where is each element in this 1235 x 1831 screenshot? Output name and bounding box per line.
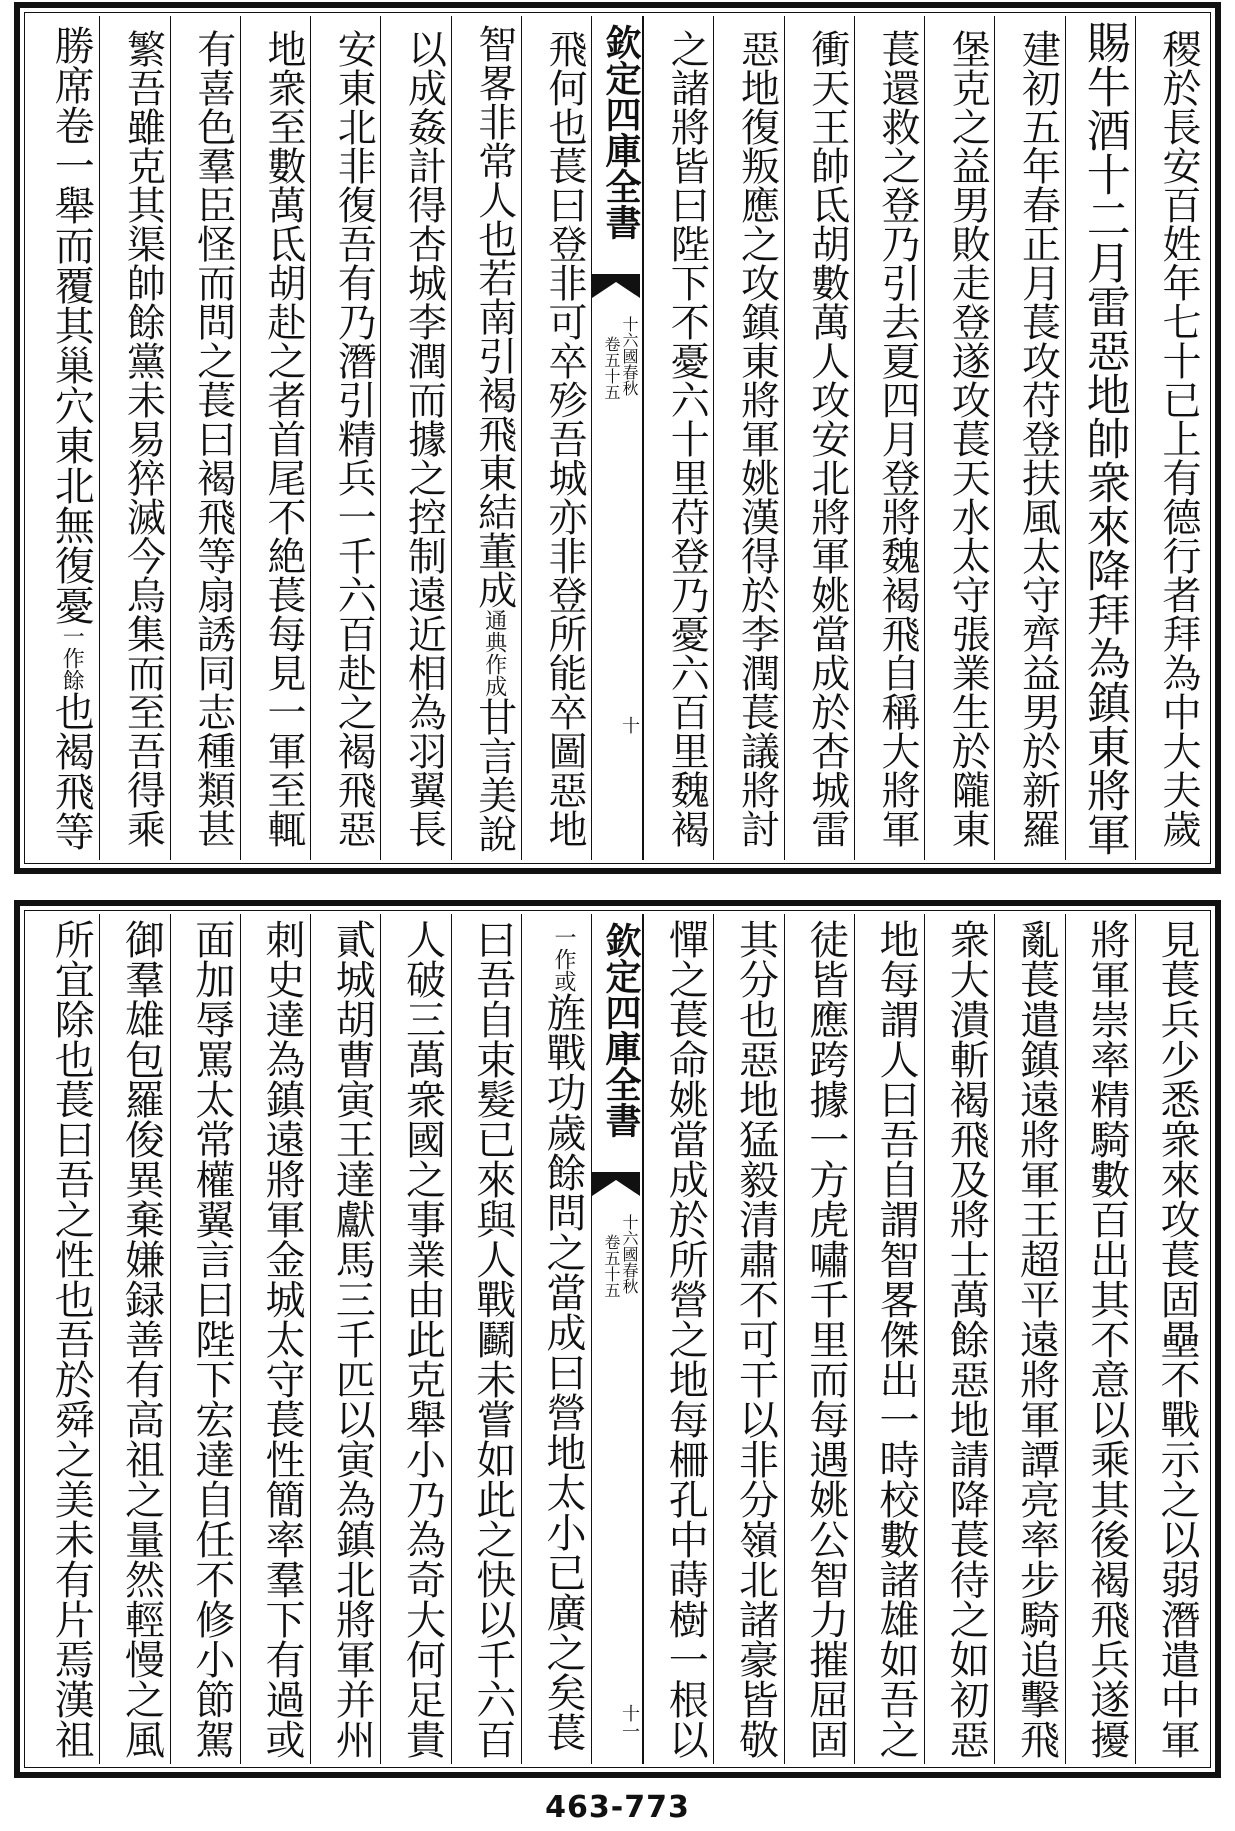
text-column — [521, 914, 591, 1764]
text-column — [170, 16, 240, 860]
text-column — [310, 16, 380, 860]
text-run: 旌戰功歲餘問之當成曰營地太小已廣之矣萇 — [540, 992, 586, 1752]
text-column — [1065, 16, 1135, 860]
column-text: 亂萇遣鎮遠將軍王超平遠將軍譚亮率步騎追擊飛 — [1013, 919, 1060, 1759]
fish-tail-ornament-icon — [592, 274, 642, 298]
column-text: 貳城胡曹寅王達獻馬三千匹以寅為鎮北將軍并州 — [329, 919, 376, 1759]
column-text: 堡克之益男敗走登遂攻萇天水太守張業生於隴東 — [945, 28, 991, 848]
column-text: 之諸將皆曰陛下不憂六十里苻登乃憂六百里魏褐 — [664, 28, 710, 848]
text-column — [713, 914, 783, 1764]
banxin-title: 欽定四庫全書 — [600, 922, 642, 1138]
text-column — [1065, 914, 1135, 1764]
column-text: 其分也惡地猛毅清肅不可干以非分嶺北諸豪皆敬 — [732, 919, 779, 1759]
text-column — [30, 16, 99, 860]
text-column — [784, 914, 854, 1764]
fish-tail-ornament-icon — [592, 1172, 642, 1196]
text-column — [240, 914, 310, 1764]
banxin-volume: 卷五十五 — [602, 1234, 621, 1298]
banxin-book-title: 十六國春秋 — [620, 316, 639, 396]
text-run: 勝席卷一舉而覆其巢穴東北無復憂 — [48, 25, 95, 625]
column-text: 稷於長安百姓年七十已上有德行者拜為中大夫歲 — [1156, 28, 1201, 848]
banxin-title: 欽定四庫全書 — [600, 24, 642, 240]
text-column — [784, 16, 854, 860]
text-column — [924, 914, 994, 1764]
text-column — [994, 914, 1064, 1764]
column-text: 衝天王帥氐胡數萬人攻安北將軍姚當成於杏城雷 — [804, 28, 850, 848]
column-text: 地衆至數萬氐胡赴之者首尾不絶萇每見一軍至輒 — [261, 28, 306, 848]
text-column — [380, 914, 450, 1764]
annotation-note: 一作餘 — [59, 625, 85, 691]
text-column — [643, 16, 713, 860]
banxin-folio-number: 十一 — [619, 1704, 640, 1740]
column-text: 衆大潰斬褐飛及將士萬餘惡地請降萇待之如初惡 — [943, 919, 990, 1759]
column-text: 以成姦計得杏城李潤而據之控制遠近相為羽翼長 — [401, 28, 447, 848]
text-column — [854, 16, 924, 860]
banxin-book-title: 十六國春秋 — [620, 1214, 639, 1294]
column-text: 賜牛酒十二月雷惡地帥衆來降拜為鎮東將軍 — [1078, 20, 1130, 856]
banxin-volume: 卷五十五 — [602, 336, 621, 400]
text-run: 智畧非常人也若南引褐飛東結董成 — [471, 23, 517, 609]
annotation-note: 通典作成 — [481, 608, 507, 697]
column-text: 人破三萬衆國之事業由此克舉小乃為奇大何足貴 — [399, 919, 446, 1759]
text-column — [99, 914, 169, 1764]
center-fold-banxin — [591, 914, 643, 1764]
column-text: 將軍崇率精騎數百出其不意以乘其後褐飛兵遂擾 — [1083, 919, 1130, 1759]
column-text: 繁吾雖克其渠帥餘黨未易猝滅今烏集而至吾得乘 — [120, 28, 166, 848]
column-text: 所宜除也萇曰吾之性也吾於舜之美未有片焉漢祖 — [48, 919, 95, 1759]
text-column — [854, 914, 924, 1764]
upper-page-columns — [30, 16, 1205, 860]
annotation-note: 一作或 — [551, 926, 576, 992]
banxin-folio-number: 十 — [619, 716, 640, 734]
text-column — [170, 914, 240, 1764]
lower-page — [14, 900, 1221, 1778]
column-text: 萇還救之登乃引去夏四月登將魏褐飛自稱大將軍 — [875, 28, 920, 848]
column-text: 有喜色羣臣怪而問之萇曰褐飛等扇誘同志種類甚 — [190, 28, 236, 848]
text-column — [99, 16, 169, 860]
center-fold-banxin — [591, 16, 643, 860]
text-column — [1135, 914, 1205, 1764]
column-text: 建初五年春正月萇攻苻登扶風太守齊益男於新羅 — [1015, 28, 1061, 848]
column-text: 刺史達為鎮遠將軍金城太守萇性簡率羣下有過或 — [259, 919, 305, 1759]
text-column — [924, 16, 994, 860]
text-column — [380, 16, 450, 860]
column-text: 憚之萇命姚當成於所營之地每柵孔中蒔樹一根以 — [662, 919, 709, 1759]
text-run: 也褐飛等 — [48, 691, 95, 851]
text-column — [240, 16, 310, 860]
text-column — [451, 914, 521, 1764]
column-text — [30, 25, 99, 851]
column-text — [452, 24, 521, 853]
column-text: 曰吾自束髮已來與人戰鬬未嘗如此之快以千六百 — [469, 919, 516, 1759]
column-text: 安東北非復吾有乃潛引精兵一千六百赴之褐飛惡 — [331, 28, 377, 848]
column-text: 飛何也萇曰登非可卒殄吾城亦非登所能卒圖惡地 — [542, 28, 587, 848]
text-column — [643, 914, 713, 1764]
column-text: 惡地復叛應之攻鎮東將軍姚漢得於李潤萇議將討 — [734, 28, 780, 848]
text-column — [1135, 16, 1205, 860]
text-column — [30, 914, 99, 1764]
column-text — [522, 926, 591, 1752]
text-column — [451, 16, 521, 860]
column-text: 見萇兵少悉衆來攻萇固壘不戰示之以弱潛遣中軍 — [1154, 919, 1200, 1759]
column-text: 徒皆應跨據一方虎嘯千里而每遇姚公智力摧屈固 — [802, 919, 849, 1759]
column-text: 地每謂人曰吾自謂智畧傑出一時校數諸雄如吾之 — [873, 919, 919, 1759]
upper-page — [14, 2, 1221, 874]
column-text: 面加辱罵太常權翼言曰陛下宏達自任不修小節駕 — [188, 919, 235, 1759]
text-run: 甘言美說 — [471, 696, 517, 853]
lower-page-columns — [30, 914, 1205, 1764]
text-column — [713, 16, 783, 860]
text-column — [521, 16, 591, 860]
column-text: 御羣雄包羅俊異棄嫌録善有高祖之量然輕慢之風 — [118, 919, 165, 1759]
text-column — [310, 914, 380, 1764]
text-column — [994, 16, 1064, 860]
page-number: 463-773 — [545, 1790, 690, 1825]
